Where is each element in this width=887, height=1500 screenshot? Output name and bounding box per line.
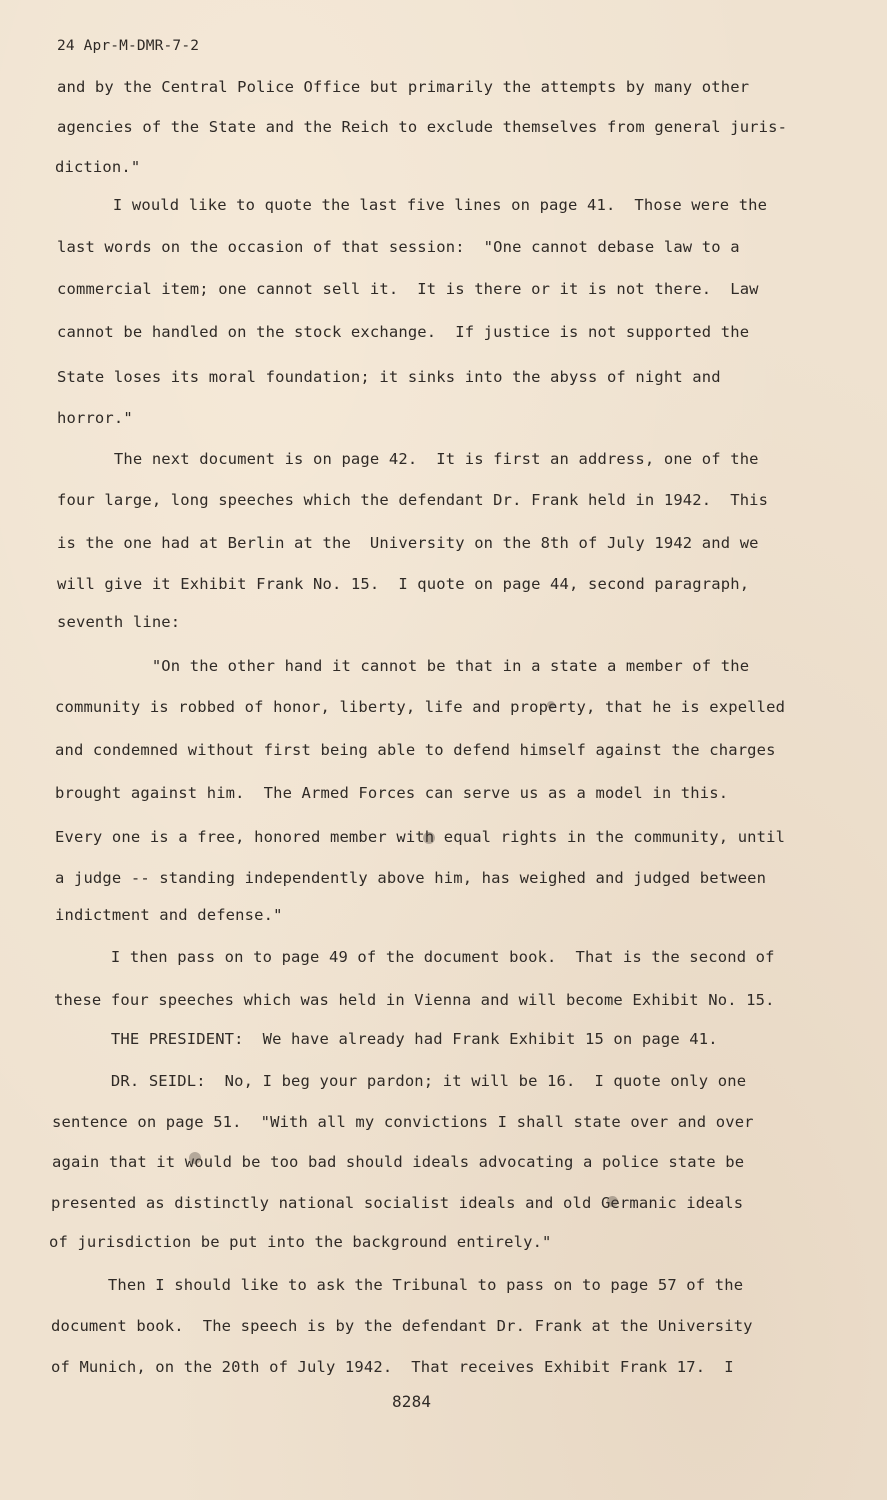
ink-smudge: [547, 701, 555, 709]
text-line: document book. The speech is by the defendant Dr. Frank at the University: [51, 1317, 753, 1335]
text-line: indictment and defense.": [55, 906, 283, 924]
text-line: diction.": [55, 158, 141, 176]
text-line: community is robbed of honor, liberty, life and property, that he is expelled: [55, 698, 786, 716]
text-line: of jurisdiction be put into the background entirely.": [49, 1233, 552, 1251]
text-line: THE PRESIDENT: We have already had Frank Exhibit 15 on page 41.: [54, 1030, 718, 1048]
ink-smudge: [189, 1152, 201, 1164]
text-line: and condemned without first being able to defend himself against the charges: [55, 741, 776, 759]
text-line: State loses its moral foundation; it sinks into the abyss of night and: [57, 368, 721, 386]
ink-smudge: [607, 1196, 618, 1207]
text-line: presented as distinctly national socialist ideals and old Germanic ideals: [51, 1194, 744, 1212]
text-line: of Munich, on the 20th of July 1942. That receives Exhibit Frank 17. I: [51, 1358, 734, 1376]
page-number: 8284: [392, 1392, 432, 1411]
text-line: sentence on page 51. "With all my convictions I shall state over and over: [52, 1113, 754, 1131]
text-line: these four speeches which was held in Vienna and will become Exhibit No. 15.: [54, 991, 775, 1009]
text-line: The next document is on page 42. It is first an address, one of the: [57, 450, 759, 468]
text-line: four large, long speeches which the defendant Dr. Frank held in 1942. This: [57, 491, 769, 509]
text-line: is the one had at Berlin at the University on the 8th of July 1942 and we: [57, 534, 759, 552]
ink-smudge: [423, 832, 435, 844]
text-line: brought against him. The Armed Forces can serve us as a model in this.: [55, 784, 729, 802]
text-line: "On the other hand it cannot be that in a state a member of the: [57, 657, 750, 675]
text-line: again that it would be too bad should ideals advocating a police state be: [52, 1153, 745, 1171]
text-line: commercial item; one cannot sell it. It is there or it is not there. Law: [57, 280, 759, 298]
text-line: agencies of the State and the Reich to exclude themselves from general juris-: [57, 118, 788, 136]
text-line: a judge -- standing independently above him, has weighed and judged between: [55, 869, 767, 887]
text-line: DR. SEIDL: No, I beg your pardon; it will be 16. I quote only one: [54, 1072, 747, 1090]
text-line: cannot be handled on the stock exchange. If justice is not supported the: [57, 323, 750, 341]
text-line: and by the Central Police Office but primarily the attempts by many other: [57, 78, 750, 96]
text-line: horror.": [57, 409, 133, 427]
page-header: 24 Apr-M-DMR-7-2: [57, 38, 200, 54]
text-line: I then pass on to page 49 of the document book. That is the second of: [54, 948, 775, 966]
text-line: Then I should like to ask the Tribunal to pass on to page 57 of the: [51, 1276, 744, 1294]
text-line: seventh line:: [57, 613, 181, 631]
text-line: last words on the occasion of that session: "One cannot debase law to a: [57, 238, 740, 256]
text-line: will give it Exhibit Frank No. 15. I quote on page 44, second paragraph,: [57, 575, 750, 593]
text-line: Every one is a free, honored member with equal rights in the community, until: [55, 828, 786, 846]
text-line: I would like to quote the last five lines on page 41. Those were the: [56, 196, 768, 214]
